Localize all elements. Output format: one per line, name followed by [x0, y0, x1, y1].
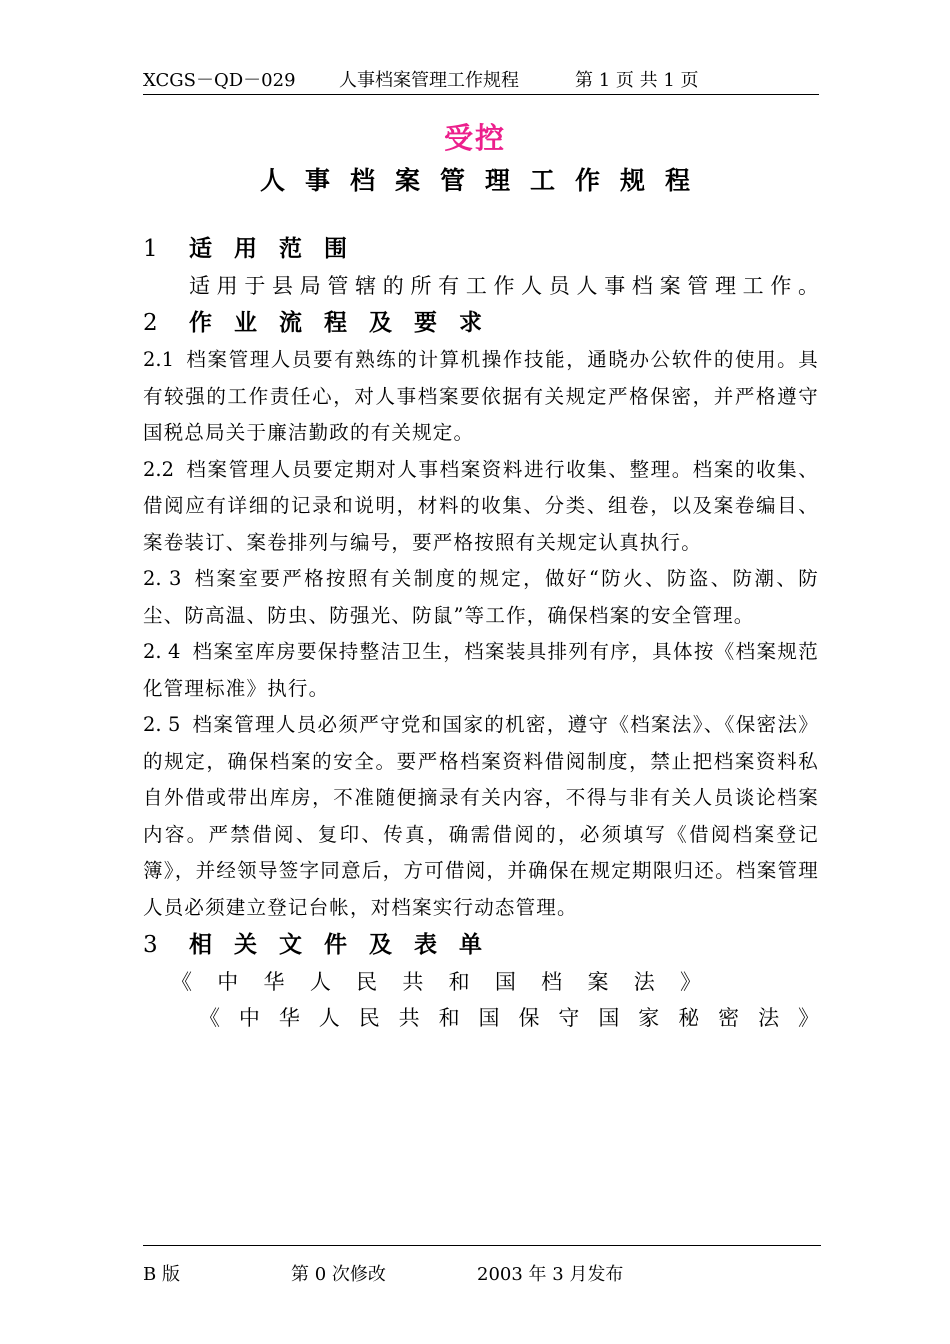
page-header — [143, 64, 819, 95]
clause-number: 2. 4 — [143, 640, 181, 663]
version: B 版 — [143, 1264, 180, 1285]
header-doc-title: 人事档案管理工作规程 — [339, 70, 519, 91]
clause-2-3 — [143, 561, 819, 634]
clause-number: 2. 3 — [143, 567, 182, 590]
clause-2-2 — [143, 452, 819, 562]
section-number: 1 — [143, 236, 158, 262]
clause-text: 档案管理人员要定期对人事档案资料进行收集、整理。档案的收集、借阅应有详细的记录和说明，材料的收集、分类、组卷，以及案卷编目、案卷装订、案卷排列与编号，要严格按照有关规定认真执行。 — [143, 457, 819, 554]
clause-number: 2. 5 — [143, 713, 181, 736]
clause-text: 档案管理人员要有熟练的计算机操作技能，通晓办公软件的使用。具有较强的工作责任心，对人事档案要依据有关规定严格保密，并严格遵守国税总局关于廉洁勤政的有关规定。 — [143, 348, 819, 444]
scope-body: 适用于县局管辖的所有工作人员人事档案管理工作。 — [189, 274, 819, 298]
section-title: 作业流程及要求 — [189, 310, 504, 336]
doc-code: XCGS－QD－029 — [143, 70, 296, 91]
clause-2-1 — [143, 342, 819, 452]
revision: 第 0 次修改 — [291, 1264, 386, 1285]
section-3-heading — [143, 926, 819, 964]
clause-number: 2.1 — [143, 348, 175, 371]
clause-text: 档案管理人员必须严守党和国家的机密，遵守《档案法》、《保密法》的规定，确保档案的安全。要严格档案资料借阅制度，禁止把档案资料私自外借或带出库房，不准随便摘录有关内容，不得与非有关人员谈论档案内容。严禁借阅、复印、传真，确需借阅的，必须填写《借阅档案登记簿》，并经领导签字同意后，方可借阅，并确保在规定期限归还。档案管理人员必须建立登记台帐，对档案实行动态管理。 — [143, 713, 819, 919]
section-number: 3 — [143, 932, 158, 958]
clause-text: 档案室库房要保持整洁卫生，档案装具排列有序，具体按《档案规范化管理标准》执行。 — [143, 640, 819, 700]
page-footer — [143, 1245, 821, 1286]
document-title: 人事档案管理工作规程 — [259, 166, 710, 195]
clause-text: 档案室要严格按照有关制度的规定，做好“防火、防盗、防潮、防尘、防高温、防虫、防强光、防鼠”等工作，确保档案的安全管理。 — [143, 567, 819, 627]
clause-2-4 — [143, 634, 819, 707]
section-title: 适用范围 — [189, 236, 369, 262]
page-info: 第 1 页 共 1 页 — [575, 70, 699, 91]
scope-text — [143, 268, 819, 304]
section-1-heading — [143, 230, 819, 268]
section-2-heading — [143, 304, 819, 342]
clause-number: 2.2 — [143, 457, 175, 481]
release-date: 2003 年 3 月发布 — [477, 1264, 624, 1285]
clause-2-5 — [143, 707, 819, 926]
section-number: 2 — [143, 310, 158, 336]
related-doc-secrecy-law: 《中华人民共和国保守国家秘密法》 — [199, 1006, 819, 1030]
document-body — [143, 230, 819, 1036]
controlled-stamp: 受控 — [443, 121, 506, 155]
section-title: 相关文件及表单 — [189, 932, 504, 958]
related-doc-archives-law: 《中华人民共和国档案法》 — [171, 970, 701, 994]
